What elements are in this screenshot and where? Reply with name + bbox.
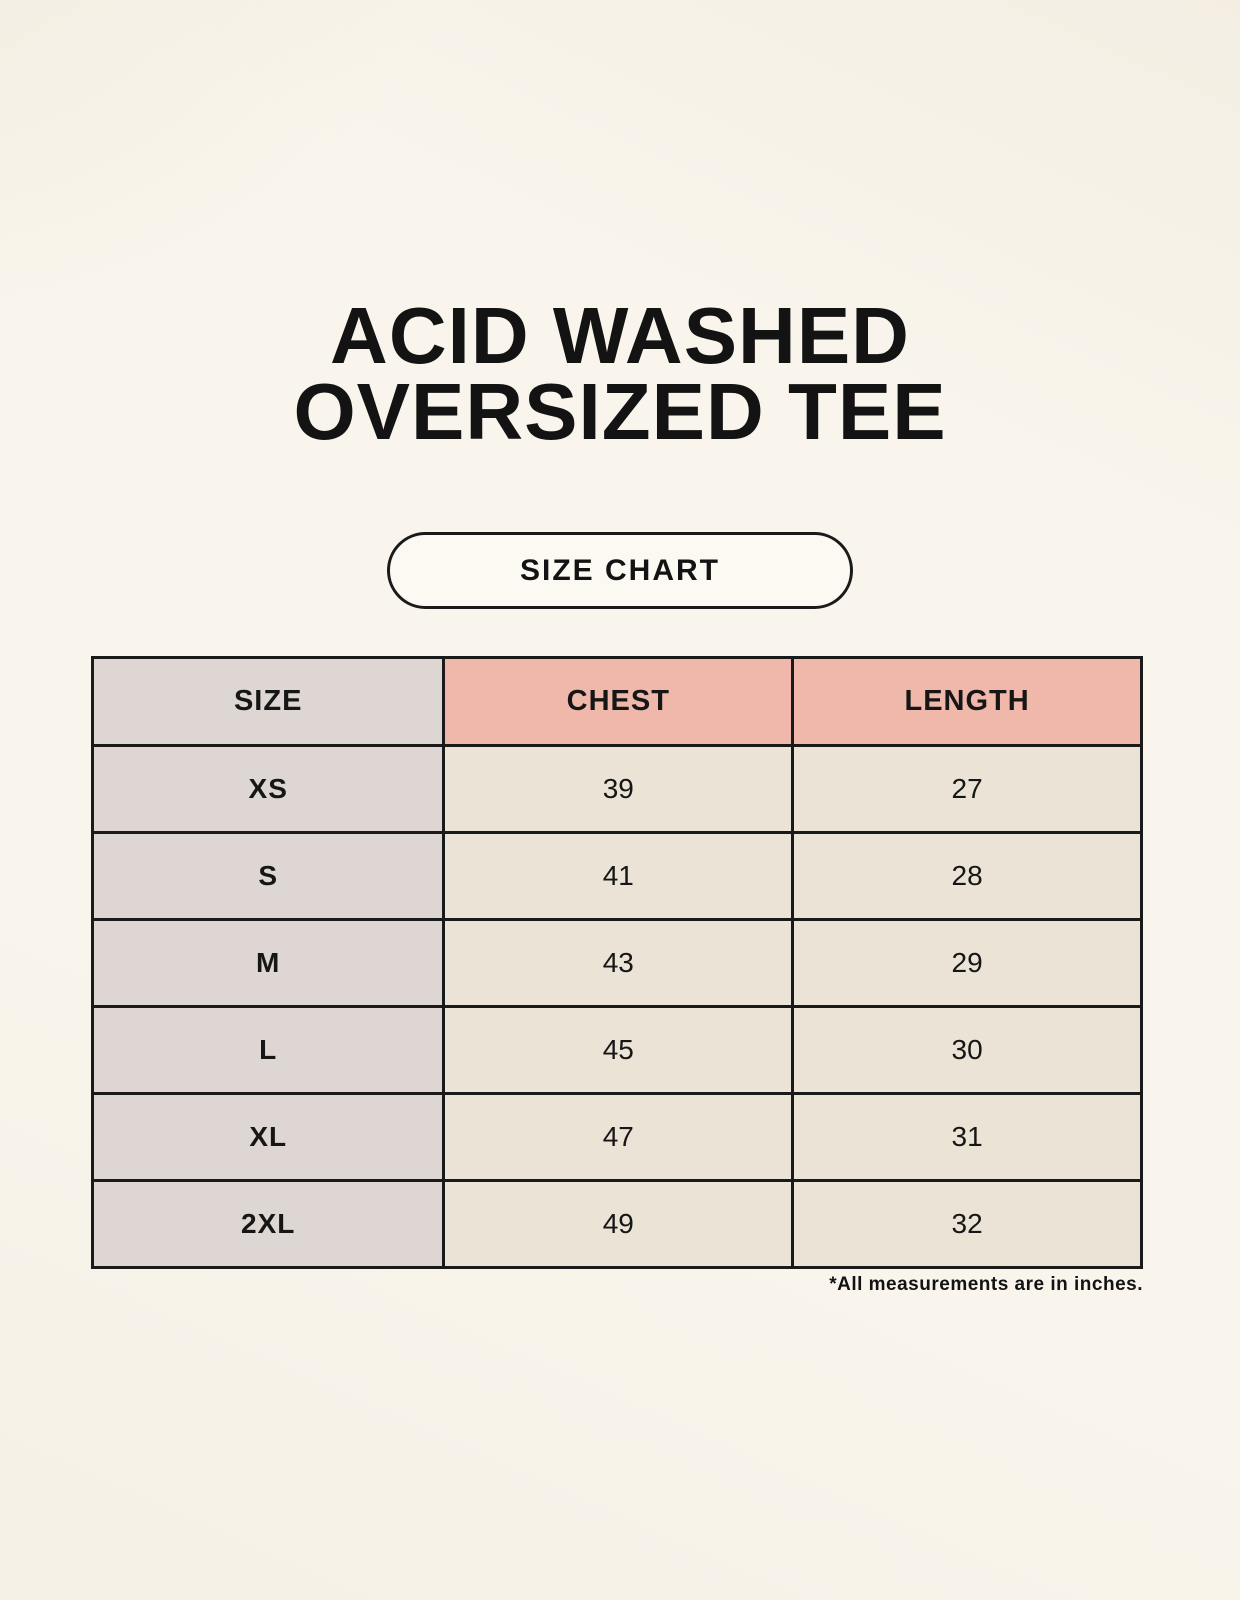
size-chart-table [91, 656, 1143, 1269]
table-row [93, 920, 1142, 1007]
page-title-line2: OVERSIZED TEE [293, 367, 947, 456]
table-row [93, 833, 1142, 920]
length-cell: 27 [793, 746, 1142, 833]
length-cell: 28 [793, 833, 1142, 920]
length-cell: 30 [793, 1007, 1142, 1094]
page-title-line1: ACID WASHED [330, 291, 910, 380]
length-cell: 32 [793, 1181, 1142, 1268]
chest-cell: 47 [444, 1094, 793, 1181]
page-title [0, 291, 1240, 456]
size-cell: L [93, 1007, 444, 1094]
size-chart-button[interactable] [387, 532, 853, 609]
size-cell: 2XL [93, 1181, 444, 1268]
chest-cell: 49 [444, 1181, 793, 1268]
table-row [93, 1007, 1142, 1094]
col-header-length: LENGTH [793, 658, 1142, 746]
chest-cell: 39 [444, 746, 793, 833]
length-cell: 29 [793, 920, 1142, 1007]
table-header-row [93, 658, 1142, 746]
size-cell: S [93, 833, 444, 920]
size-cell: M [93, 920, 444, 1007]
chest-cell: 45 [444, 1007, 793, 1094]
table-row [93, 1181, 1142, 1268]
chest-cell: 41 [444, 833, 793, 920]
col-header-size: SIZE [93, 658, 444, 746]
table-row [93, 746, 1142, 833]
size-cell: XL [93, 1094, 444, 1181]
col-header-chest: CHEST [444, 658, 793, 746]
size-chart-button-label: SIZE CHART [520, 553, 720, 587]
chest-cell: 43 [444, 920, 793, 1007]
length-cell: 31 [793, 1094, 1142, 1181]
measurements-footnote: *All measurements are in inches. [829, 1274, 1143, 1295]
size-cell: XS [93, 746, 444, 833]
table-row [93, 1094, 1142, 1181]
